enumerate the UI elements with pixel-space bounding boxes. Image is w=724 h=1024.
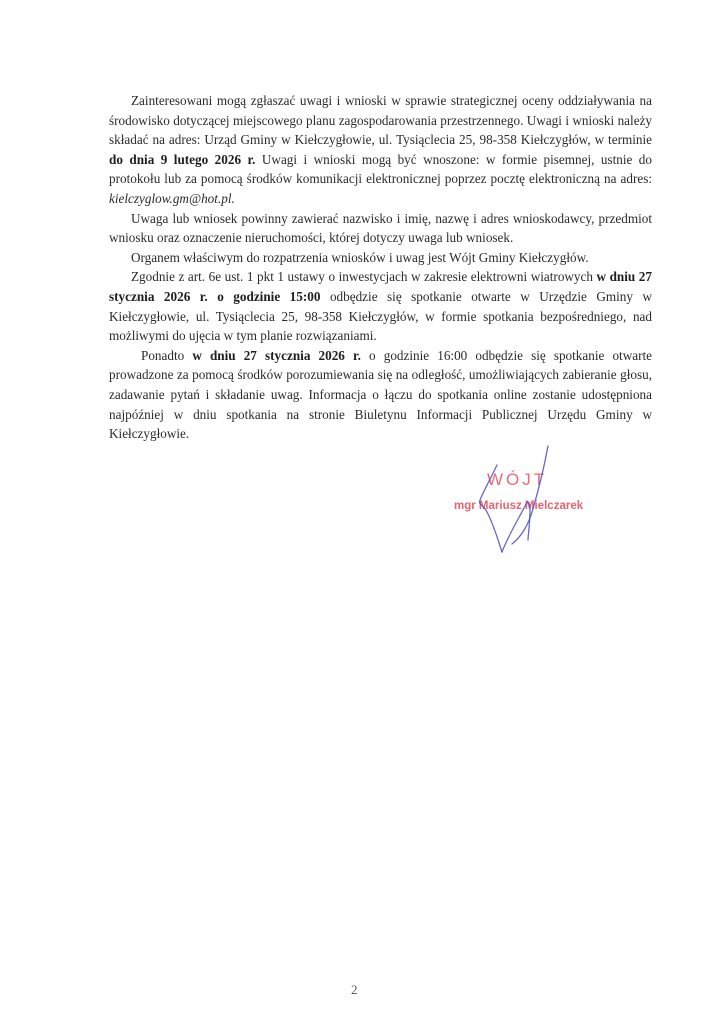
stamp-name: mgr Mariusz Mielczarek bbox=[454, 500, 584, 512]
paragraph-text: Zainteresowani mogą zgłaszać uwagi i wnioski w sprawie strategicznej oceny oddziaływania na środowisko dotyczącej miejscowego planu zagospodarowania przestrzennego. Uwagi i wnioski należy składać na adres: Urząd Gminy w Kiełczygłowie, ul. Tysiąclecia 25, 98-358 Kiełczygłów, w terminie bbox=[109, 93, 652, 148]
paragraph-text: Zgodnie z art. 6e ust. 1 pkt 1 ustawy o inwestycjach w zakresie elektrowni wiatrowych bbox=[131, 269, 597, 285]
signature-stamp bbox=[440, 440, 600, 570]
handwritten-signature bbox=[440, 440, 600, 570]
online-meeting-date: w dniu 27 stycznia 2026 r. bbox=[192, 347, 361, 363]
deadline-date: do dnia 9 lutego 2026 r. bbox=[109, 151, 256, 167]
stamp-title: WÓJT bbox=[487, 470, 548, 489]
paragraph-text: Uwagi i wnioski mogą być wnoszone: w formie pisemnej, ustnie do protokołu lub za pomocą środków komunikacji elektronicznej poprzez pocztę elektroniczną na adres: bbox=[109, 151, 652, 187]
paragraph-meeting-in-person bbox=[109, 267, 652, 345]
page-number: 2 bbox=[351, 982, 358, 997]
paragraph-requirements: Uwaga lub wniosek powinny zawierać nazwisko i imię, nazwę i adres wnioskodawcy, przedmiot wniosku oraz oznaczenie nieruchomości, której dotyczy uwaga lub wniosek. bbox=[109, 210, 652, 246]
paragraph-text: odbędzie się spotkanie otwarte w Urzędzie Gminy w Kiełczygłowie, ul. Tysiąclecia 25, 98-358 Kiełczygłów, w formie spotkania bezpośredniego, nad możliwymi do ujęcia w tym planie rozwiązaniami. bbox=[109, 288, 652, 344]
email-address: kielczyglow.gm@hot.pl. bbox=[109, 190, 235, 206]
document-body bbox=[109, 91, 652, 444]
paragraph-meeting-online bbox=[109, 346, 652, 444]
paragraph-text: Ponadto bbox=[141, 347, 193, 363]
paragraph-comments-submission bbox=[109, 91, 652, 209]
paragraph-authority: Organem właściwym do rozpatrzenia wniosków i uwag jest Wójt Gminy Kiełczygłów. bbox=[131, 249, 589, 265]
paragraph-text: o godzinie 16:00 odbędzie się spotkanie otwarte prowadzone za pomocą środków porozumiewania się na odległość, umożliwiających zabieranie głosu, zadawanie pytań i składanie uwag. Informacja o łączu do spotkania online zostanie udostępniona najpóźniej w dniu spotkania na stronie Biuletynu Informacji Publicznej Urzędu Gminy w Kiełczygłowie. bbox=[109, 347, 653, 442]
meeting-date-time: w dniu 27 stycznia 2026 r. o godzinie 15:00 bbox=[109, 269, 652, 304]
